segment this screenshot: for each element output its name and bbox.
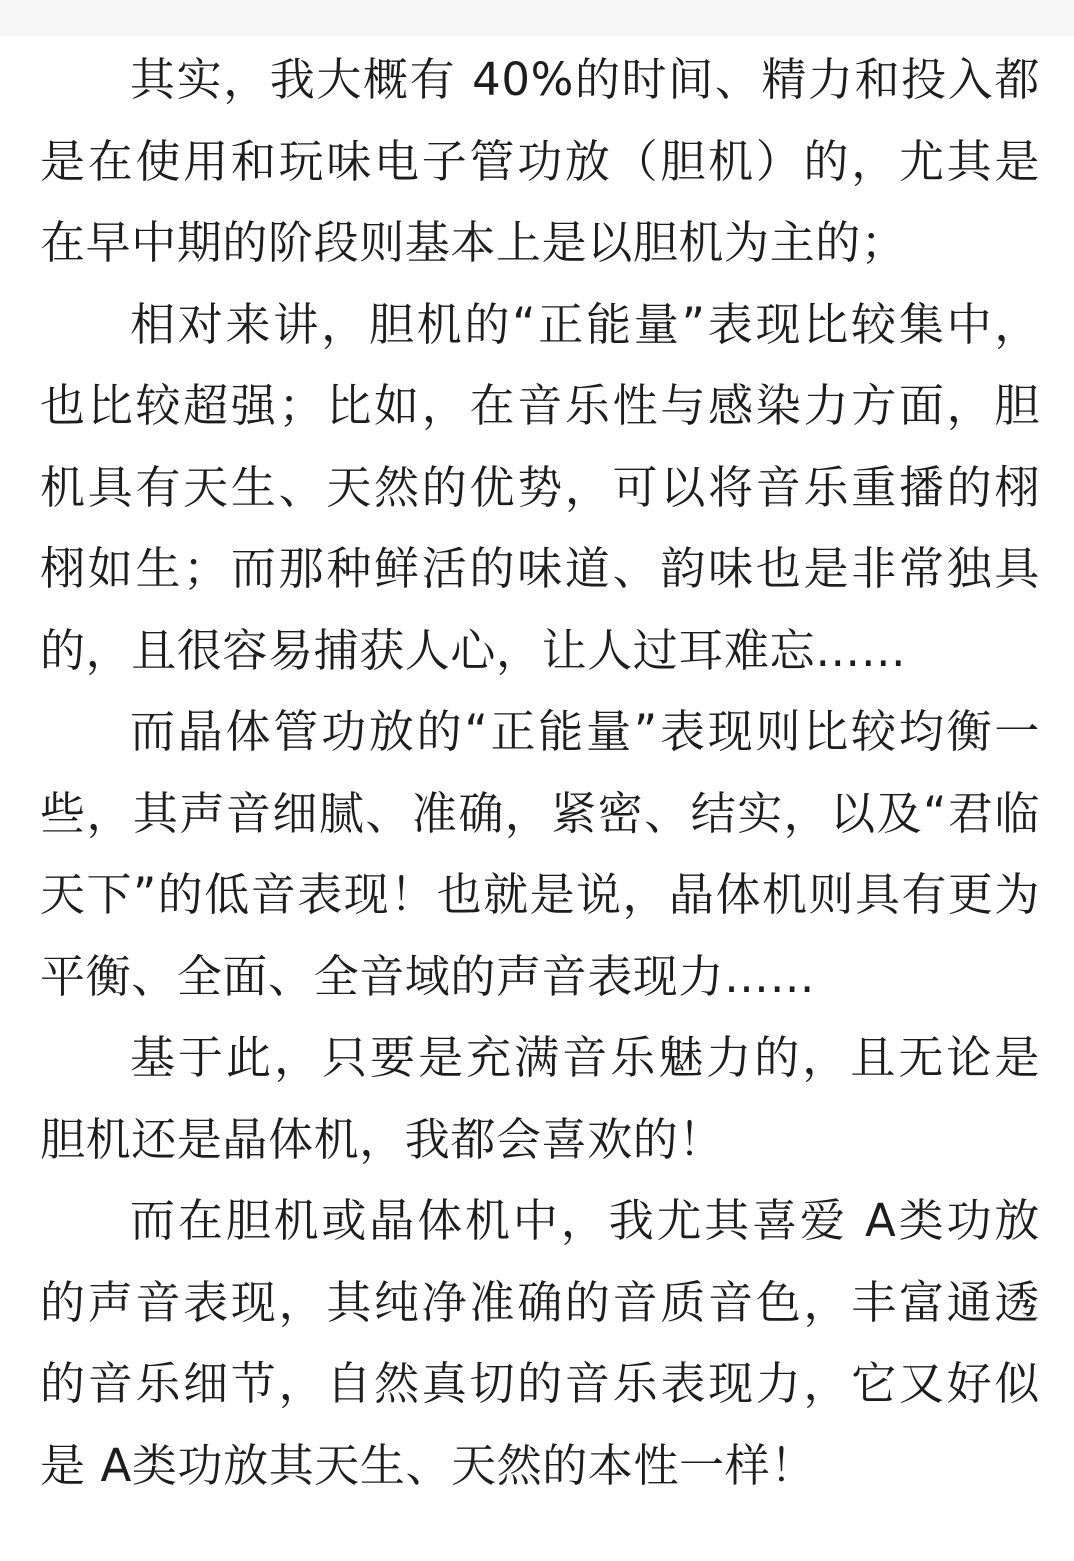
paragraph: 而晶体管功放的“正能量”表现则比较均衡一些，其声音细腻、准确，紧密、结实，以及“君临天下”的低音表现！也就是说，晶体机则具有更为平衡、全面、全音域的声音表现力…… bbox=[40, 705, 1040, 1003]
paragraph: 其实，我大概有 40%的时间、精力和投入都是在使用和玩味电子管功放（胆机）的，尤其是在早中期的阶段则基本上是以胆机为主的； bbox=[40, 53, 1040, 269]
paragraph: 相对来讲，胆机的“正能量”表现比较集中，也比较超强；比如，在音乐性与感染力方面，胆机具有天生、天然的优势，可以将音乐重播的栩栩如生；而那种鲜活的味道、韵味也是非常独具的，且很容易捕获人心，让人过耳难忘…… bbox=[40, 297, 1040, 677]
paragraph: 而在胆机或晶体机中，我尤其喜爱 A类功放的声音表现，其纯净准确的音质音色，丰富通透的音乐细节，自然真切的音乐表现力，它又好似是 A类功放其天生、天然的本性一样！ bbox=[40, 1194, 1040, 1492]
top-bar bbox=[0, 0, 1074, 36]
paragraph: 基于此，只要是充满音乐魅力的，且无论是胆机还是晶体机，我都会喜欢的！ bbox=[40, 1031, 1040, 1166]
article-body bbox=[40, 39, 1040, 1506]
